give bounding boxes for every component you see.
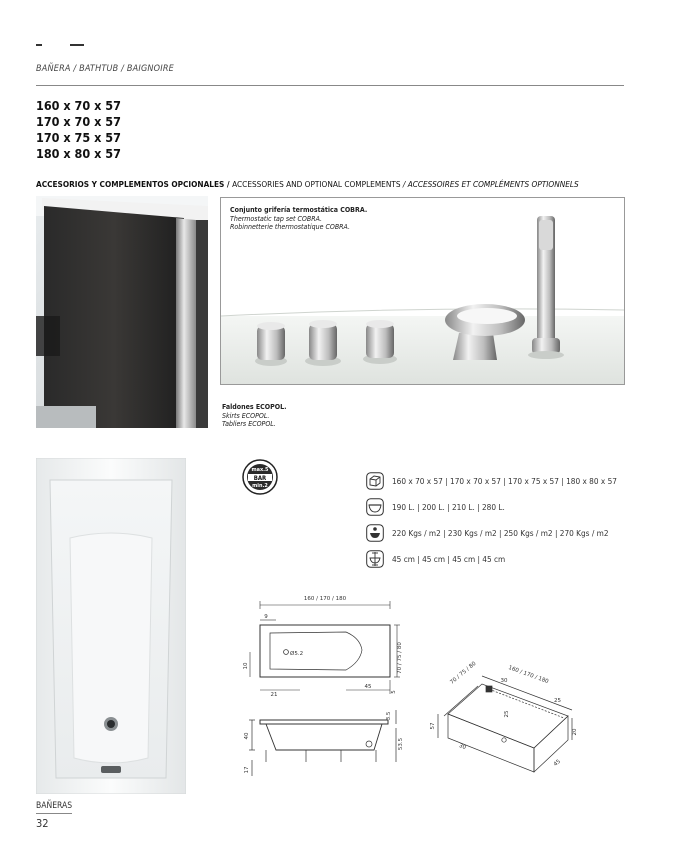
dimensions-icon: [366, 472, 384, 490]
category-label: BAÑERA / BATHTUB / BAIGNOIRE: [36, 64, 174, 74]
iso-a-label: 30: [500, 678, 508, 684]
side-total-label: 53.5: [398, 737, 404, 751]
logo-mark: [36, 44, 42, 46]
heading-separator: /: [224, 179, 233, 189]
plan-right-offset-label: 5: [391, 690, 397, 694]
iso-d-label: 30: [458, 743, 467, 752]
tap-set-caption-es: Conjunto grifería termostática COBRA.: [230, 206, 368, 214]
tap-knob: [255, 322, 287, 366]
height-icon: [366, 550, 384, 568]
size-list: [36, 98, 121, 162]
tap-set-caption-en: Thermostatic tap set COBRA.: [230, 214, 323, 223]
iso-c-label: 25: [504, 710, 510, 718]
capacity-icon: [366, 498, 384, 516]
iso-height-label: 57: [430, 722, 436, 730]
spec-dimensions: [366, 472, 617, 492]
accessories-heading: [36, 179, 579, 189]
iso-b-label: 25: [554, 698, 561, 704]
tap-set-caption-fr: Robinnetterie thermostatique COBRA.: [230, 223, 350, 231]
isometric-drawing: [424, 656, 590, 782]
side-foot-label: 17: [244, 766, 250, 774]
side-drawing: [236, 704, 412, 780]
logo-mark: [70, 44, 84, 46]
badge-mid-text: BAR: [253, 475, 267, 482]
accessories-heading-fr: / ACCESSOIRES ET COMPLÉMENTS OPTIONNELS: [402, 179, 579, 189]
tap-set-photo: [221, 198, 624, 384]
plan-left-offset-label: 10: [243, 662, 249, 670]
footer-divider: [36, 813, 72, 814]
pressure-badge-icon: [242, 459, 278, 495]
skirt-photo: [36, 196, 208, 428]
size-item: 180 x 80 x 57: [36, 146, 121, 161]
badge-top-text: max.5: [251, 467, 269, 473]
iso-f-label: 45: [552, 758, 562, 768]
plan-drain-label: Ø5.2: [290, 651, 304, 657]
size-item: 160 x 70 x 57: [36, 98, 121, 113]
iso-e-label: 20: [572, 728, 578, 736]
bathtub-top-view: [36, 458, 186, 794]
tap-set-panel: [220, 197, 625, 385]
iso-length-label: 160 / 170 / 180: [507, 665, 550, 686]
dimensions-text: 160 x 70 x 57 | 170 x 70 x 57 | 170 x 75 x 57 | 180 x 80 x 57: [392, 476, 617, 486]
size-item: 170 x 75 x 57: [36, 130, 121, 145]
spec-height: [366, 550, 506, 570]
skirts-caption: [222, 403, 286, 429]
plan-edge-label: 9: [264, 614, 268, 620]
spec-capacity: [366, 498, 505, 518]
accessories-heading-es: ACCESORIOS Y COMPLEMENTOS OPCIONALES: [36, 179, 225, 189]
overflow-icon: [101, 766, 121, 773]
plan-width-label: 70 / 75 / 80: [397, 642, 403, 674]
tap-knob: [305, 320, 341, 366]
skirts-caption-fr: Tabliers ECOPOL.: [222, 420, 276, 428]
spec-load: [366, 524, 609, 544]
plan-bottom-left-label: 21: [270, 692, 278, 698]
badge-bottom-text: min.2: [252, 483, 268, 489]
size-item: 170 x 70 x 57: [36, 114, 121, 129]
height-text: 45 cm | 45 cm | 45 cm | 45 cm: [392, 554, 506, 564]
load-weight-icon: [366, 524, 384, 542]
capacity-text: 190 L. | 200 L. | 210 L. | 280 L.: [392, 502, 505, 512]
plan-length-label: 160 / 170 / 180: [303, 596, 347, 602]
page-number: 32: [36, 817, 49, 830]
side-height-label: 40: [244, 732, 250, 740]
skirts-caption-es: Faldones ECOPOL.: [222, 403, 287, 411]
skirt-photo-graphic: [36, 196, 208, 428]
accessories-heading-en: ACCESSORIES AND OPTIONAL COMPLEMENTS: [232, 179, 401, 189]
tap-knob: [363, 320, 397, 364]
iso-width-label: 70 / 75 / 80: [449, 660, 478, 686]
load-text: 220 Kgs / m2 | 230 Kgs / m2 | 250 Kgs / m2 | 270 Kgs / m2: [392, 528, 609, 538]
plan-bottom-right-label: 45: [364, 684, 372, 690]
header-divider: [36, 85, 624, 86]
side-rim-label: 3.5: [386, 711, 392, 721]
plan-drawing: [236, 590, 412, 698]
footer-section-label: BAÑERAS: [36, 801, 73, 811]
skirts-caption-en: Skirts ECOPOL.: [222, 411, 270, 420]
